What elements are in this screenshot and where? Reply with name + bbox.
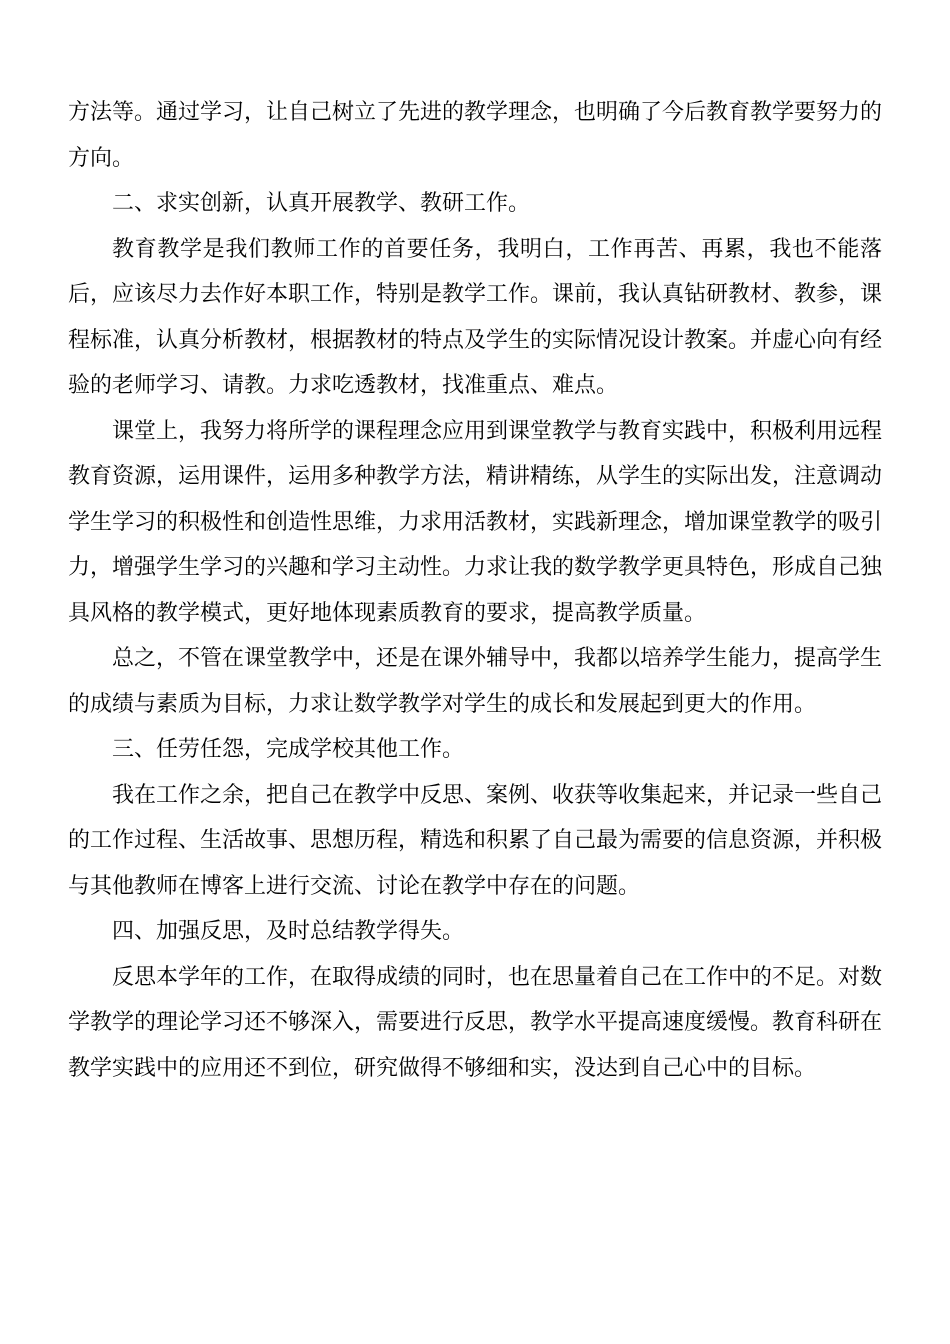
paragraph-other-work: 我在工作之余，把自己在教学中反思、案例、收获等收集起来，并记录一些自己的工作过程、生活故事、思想历程，精选和积累了自己最为需要的信息资源，并积极与其他教师在博客上进行交流、讨论在教学中存在的问题。 (68, 782, 883, 899)
section-heading-4: 四、加强反思，及时总结教学得失。 (112, 919, 465, 944)
document-page (68, 90, 882, 1091)
section-heading-2: 二、求实创新，认真开展教学、教研工作。 (112, 191, 531, 216)
paragraph-reflection: 反思本学年的工作，在取得成绩的同时，也在思量着自己在工作中的不足。对数学教学的理论学习还不够深入，需要进行反思，教学水平提高速度缓慢。教育科研在教学实践中的应用还不到位，研究做得不够细和实，没达到自己心中的目标。 (68, 964, 883, 1081)
paragraph-continued: 方法等。通过学习，让自己树立了先进的教学理念，也明确了今后教育教学要努力的方向。 (68, 100, 883, 171)
paragraph-summary: 总之，不管在课堂教学中，还是在课外辅导中，我都以培养学生能力，提高学生的成绩与素质为目标，力求让数学教学对学生的成长和发展起到更大的作用。 (68, 646, 883, 717)
paragraph-teaching-duty: 教育教学是我们教师工作的首要任务，我明白，工作再苦、再累，我也不能落后，应该尽力去作好本职工作，特别是教学工作。课前，我认真钻研教材、教参，课程标准，认真分析教材，根据教材的特点及学生的实际情况设计教案。并虚心向有经验的老师学习、请教。力求吃透教材，找准重点、难点。 (68, 236, 883, 398)
section-heading-3: 三、任劳任怨，完成学校其他工作。 (112, 737, 465, 762)
paragraph-classroom: 课堂上，我努力将所学的课程理念应用到课堂教学与教育实践中，积极利用远程教育资源，运用课件，运用多种教学方法，精讲精练，从学生的实际出发，注意调动学生学习的积极性和创造性思维，力求用活教材，实践新理念，增加课堂教学的吸引力，增强学生学习的兴趣和学习主动性。力求让我的数学教学更具特色，形成自己独具风格的教学模式，更好地体现素质教育的要求，提高教学质量。 (68, 418, 883, 626)
